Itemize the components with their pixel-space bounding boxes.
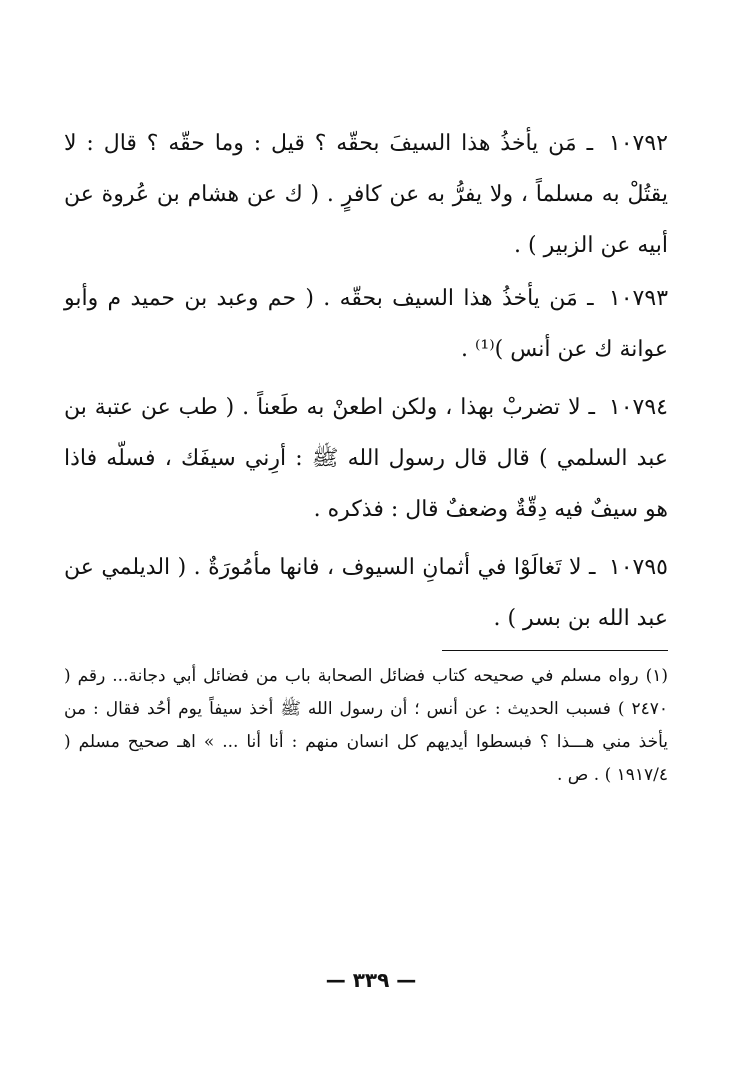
- hadith-number: ١٠٧٩٣: [608, 286, 669, 311]
- page-number: — ٣٣٩ —: [325, 968, 417, 992]
- hadith-entry-10794: [64, 382, 668, 535]
- hadith-entry-10792: [64, 118, 668, 271]
- hadith-text: ـ لا تَغالَوْا في أثمانِ السيوف ، فانها مأمُورَةٌ . ( الديلمي عن عبد الله بن بسر ) .: [64, 555, 668, 631]
- hadith-number: ١٠٧٩٢: [608, 131, 668, 156]
- hadith-entry-10795: [64, 542, 668, 644]
- hadith-text: ـ مَن يأخذُ هذا السيفَ بحقّه ؟ قيل : وما حقّه ؟ قال : لا يقتُلْ به مسلماً ، ولا يفرُّ به عن كافرٍ . ( ك عن هشام بن عُروة عن أبيه عن الزبير ) .: [64, 131, 668, 258]
- hadith-entry-10793: [64, 273, 668, 375]
- footnote: (١) رواه مسلم في صحيحه كتاب فضائل الصحابة باب من فضائل أبي دجانة... رقم ( ٢٤٧٠ ) فسبب الحديث : عن أنس ؛ أن رسول الله ﷺ أخذ سيفاً يوم أحُد فقال : من يأخذ مني هـــذا ؟ فبسطوا أيديهم كل انسان منهم : أنا أنا ... » اهـ صحيح مسلم ( ١٩١٧/٤ ) . ص .: [64, 666, 668, 785]
- hadith-number: ١٠٧٩٥: [608, 555, 668, 580]
- hadith-text: ـ لا تضربْ بهذا ، ولكن اطعنْ به طَعناً . ( طب عن عتبة بن عبد السلمي ) قال قال رسول الله ﷺ : أرِني سيفَك ، فسلّه فاذا هو سيفٌ فيه دِقّةٌ وضعفٌ قال : فذكره .: [64, 395, 668, 522]
- hadith-text: ـ مَن يأخذُ هذا السيف بحقّه . ( حم وعبد بن حميد م وأبو عوانة ك عن أنس )⁽¹⁾ .: [64, 286, 668, 362]
- hadith-number: ١٠٧٩٤: [608, 395, 668, 420]
- footnote-divider: [442, 650, 668, 651]
